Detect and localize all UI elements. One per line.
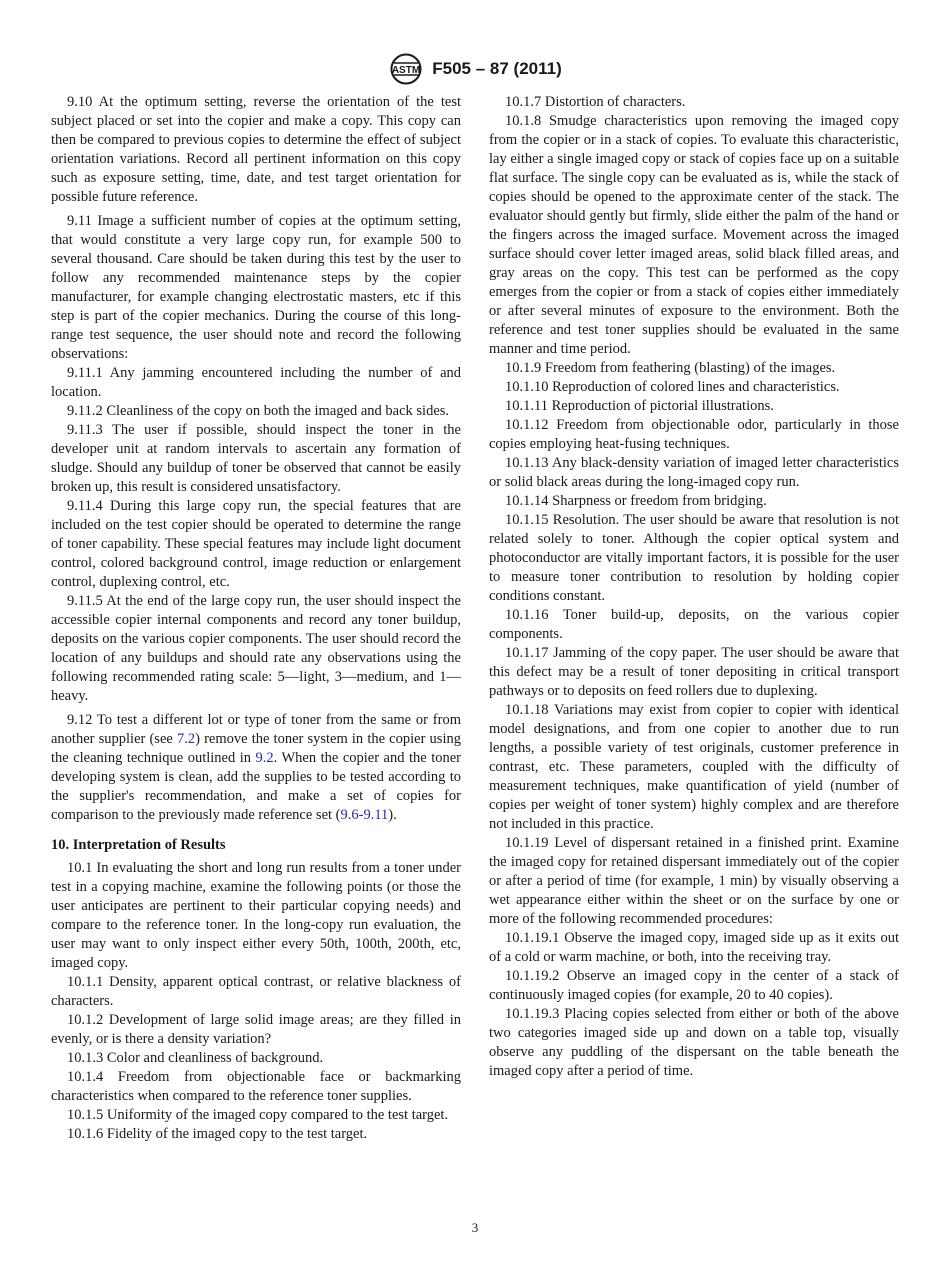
paragraph-9-11-4: 9.11.4 During this large copy run, the special features that are included on the test copier should be operated to determine the range of toner capability. These special features may include light document control, colored background control, image reduction or enlargement control, duplexing control, etc.	[51, 498, 461, 590]
left-column	[51, 93, 461, 1144]
paragraph-10-1-9: 10.1.9 Freedom from feathering (blasting) of the images.	[505, 360, 836, 376]
right-column	[489, 93, 899, 1081]
page-header	[0, 52, 950, 86]
paragraph-10-1-11: 10.1.11 Reproduction of pictorial illustrations.	[505, 398, 774, 414]
paragraph-10-1-4: 10.1.4 Freedom from objectionable face or backmarking characteristics when compared to the reference toner supplies.	[51, 1069, 461, 1104]
paragraph-10-1-6: 10.1.6 Fidelity of the imaged copy to the test target.	[67, 1126, 368, 1142]
paragraph-10-1-13: 10.1.13 Any black-density variation of imaged letter characteristics or solid black areas during the long-imaged copy run.	[489, 455, 899, 490]
paragraph-10-1-14: 10.1.14 Sharpness or freedom from bridging.	[505, 493, 767, 509]
paragraph-10-1-16: 10.1.16 Toner build-up, deposits, on the various copier components.	[489, 607, 899, 642]
paragraph-10-1-18: 10.1.18 Variations may exist from copier to copier with identical model designations, and from one copier to another due to run lengths, a possible variety of test originals, customer preference in contrast, etc. These parameters, coupled with the difficulty of measurement techniques, make quantification of yield (number of copies per weight of toner system) highly complex and are therefore not included in this practice.	[489, 702, 899, 832]
paragraph-10-1-12: 10.1.12 Freedom from objectionable odor, particularly in those copies employing heat-fusing techniques.	[489, 417, 899, 452]
paragraph-10-1-5: 10.1.5 Uniformity of the imaged copy compared to the test target.	[67, 1107, 449, 1123]
paragraph-9-12-text-4: ).	[388, 807, 397, 823]
section-heading-10: 10. Interpretation of Results	[51, 837, 226, 853]
paragraph-9-12-text-1: 9.12 To test a different lot or type of toner from the same or from another supplier (see	[51, 712, 461, 747]
paragraph-10-1-19-1: 10.1.19.1 Observe the imaged copy, imaged side up as it exits out of a cold or warm machine, or both, into the receiving tray.	[489, 930, 899, 965]
document-designation: F505 – 87 (2011)	[432, 59, 562, 78]
page-number: 3	[471, 1220, 479, 1235]
paragraph-10-1-2: 10.1.2 Development of large solid image areas; are they filled in evenly, or is there a density variation?	[51, 1012, 461, 1047]
link-section-9-2[interactable]: 9.2	[255, 750, 274, 766]
paragraph-9-11: 9.11 Image a sufficient number of copies at the optimum setting, that would constitute a very large copy run, for example 500 to several thousand. Care should be taken during this test by the user to follow any recommended maintenance steps by the copier manufacturer, for example changing electrostatic masters, etc if this step is part of the copier mechanics. During the course of this long-range test sequence, the user should note and record the following observations:	[51, 213, 461, 362]
paragraph-10-1-8: 10.1.8 Smudge characteristics upon removing the imaged copy from the copier or in a stack of copies. To evaluate this characteristic, lay either a single imaged copy or stack of copies face up on a suitable flat surface. The single copy can be evaluated as is, while the stack of copies should be opened to the approximate center of the stack. The evaluator should gently but firmly, slide either the palm of the hand or the fingers across the imaged surface. Movement across the imaged surface should cover letter imaged areas, solid black filled areas, and gray areas on the copy. This test can be performed as the copy emerges from the copier or from a stack of copies either immediately or after several minutes of exposure to the environment. Both the reference and test toner supplies should be evaluated in the same manner and time period.	[489, 113, 899, 357]
paragraph-9-12	[51, 711, 461, 825]
svg-text:ASTM: ASTM	[392, 65, 421, 76]
paragraph-10-1-1: 10.1.1 Density, apparent optical contrast, or relative blackness of characters.	[51, 974, 461, 1009]
astm-logo-icon	[388, 53, 424, 85]
paragraph-10-1-3: 10.1.3 Color and cleanliness of background.	[67, 1050, 324, 1066]
link-section-7-2[interactable]: 7.2	[176, 731, 196, 747]
paragraph-10-1-19-2: 10.1.19.2 Observe an imaged copy in the center of a stack of continuously imaged copies (for example, 20 to 40 copies).	[489, 968, 899, 1003]
paragraph-10-1-15: 10.1.15 Resolution. The user should be aware that resolution is not related solely to toner. Although the copier optical system and photoconductor are vitally important factors, it is possible for the user to measure toner contribution to resolution by holding copier conditions constant.	[489, 512, 899, 604]
link-section-9-6-9-11[interactable]: 9.6-9.11	[340, 807, 389, 823]
paragraph-9-12-text-3: . When the copier and the toner developing system is clean, add the supplies to be tested according to the supplier's recommendation, and make a set of copies for comparison to the previously made reference set (	[51, 750, 461, 823]
paragraph-9-12-text-2: ) remove the toner system in the copier using the cleaning technique outlined in	[51, 731, 461, 766]
paragraph-10-1-7: 10.1.7 Distortion of characters.	[505, 94, 686, 110]
paragraph-9-11-3: 9.11.3 The user if possible, should inspect the toner in the developer unit at random intervals to ascertain any formation of sludge. Should any buildup of toner be observed that cannot be easily broken up, this result is considered unsatisfactory.	[51, 422, 461, 495]
paragraph-10-1: 10.1 In evaluating the short and long run results from a toner under test in a copying machine, examine the following points (or those the user anticipates are pertinent to their particular copying needs) and compare to the reference toner. In the long-copy run evaluation, the user may want to only inspect either every 50th, 100th, 200th, etc, imaged copy.	[51, 860, 461, 971]
paragraph-9-10: 9.10 At the optimum setting, reverse the orientation of the test subject placed or set into the copier and make a copy. This copy can then be compared to previous copies to determine the effect of subject orientation variations. Record all pertinent information on this copy such as exposure setting, time, date, and test target orientation for possible future reference.	[51, 94, 461, 205]
paragraph-10-1-19-3: 10.1.19.3 Placing copies selected from either or both of the above two categories imaged side up and down on a table top, visually observe any puddling of the dispersant on the table beneath the imaged copy after a period of time.	[489, 1006, 899, 1079]
paragraph-10-1-10: 10.1.10 Reproduction of colored lines and characteristics.	[505, 379, 840, 395]
paragraph-10-1-19: 10.1.19 Level of dispersant retained in a finished print. Examine the imaged copy for retained dispersant immediately out of the copier or after a period of time (for example, 1 min) by visually observing a wet appearance either within the sheet or on the surface by one or more of the following recommended procedures:	[489, 835, 899, 927]
paragraph-10-1-17: 10.1.17 Jamming of the copy paper. The user should be aware that this defect may be a result of toner depositing in critical transport pathways or to deposits on feed rollers due to duplexing.	[489, 645, 899, 699]
paragraph-9-11-2: 9.11.2 Cleanliness of the copy on both the imaged and back sides.	[67, 403, 450, 419]
paragraph-9-11-1: 9.11.1 Any jamming encountered including the number of and location.	[51, 365, 461, 400]
paragraph-9-11-5: 9.11.5 At the end of the large copy run, the user should inspect the accessible copier internal components and record any toner buildup, deposits on the various copier components. The user should record the location of any buildups and should rate any observations using the following recommended rating scale: 5—light, 3—medium, and 1—heavy.	[51, 593, 461, 704]
